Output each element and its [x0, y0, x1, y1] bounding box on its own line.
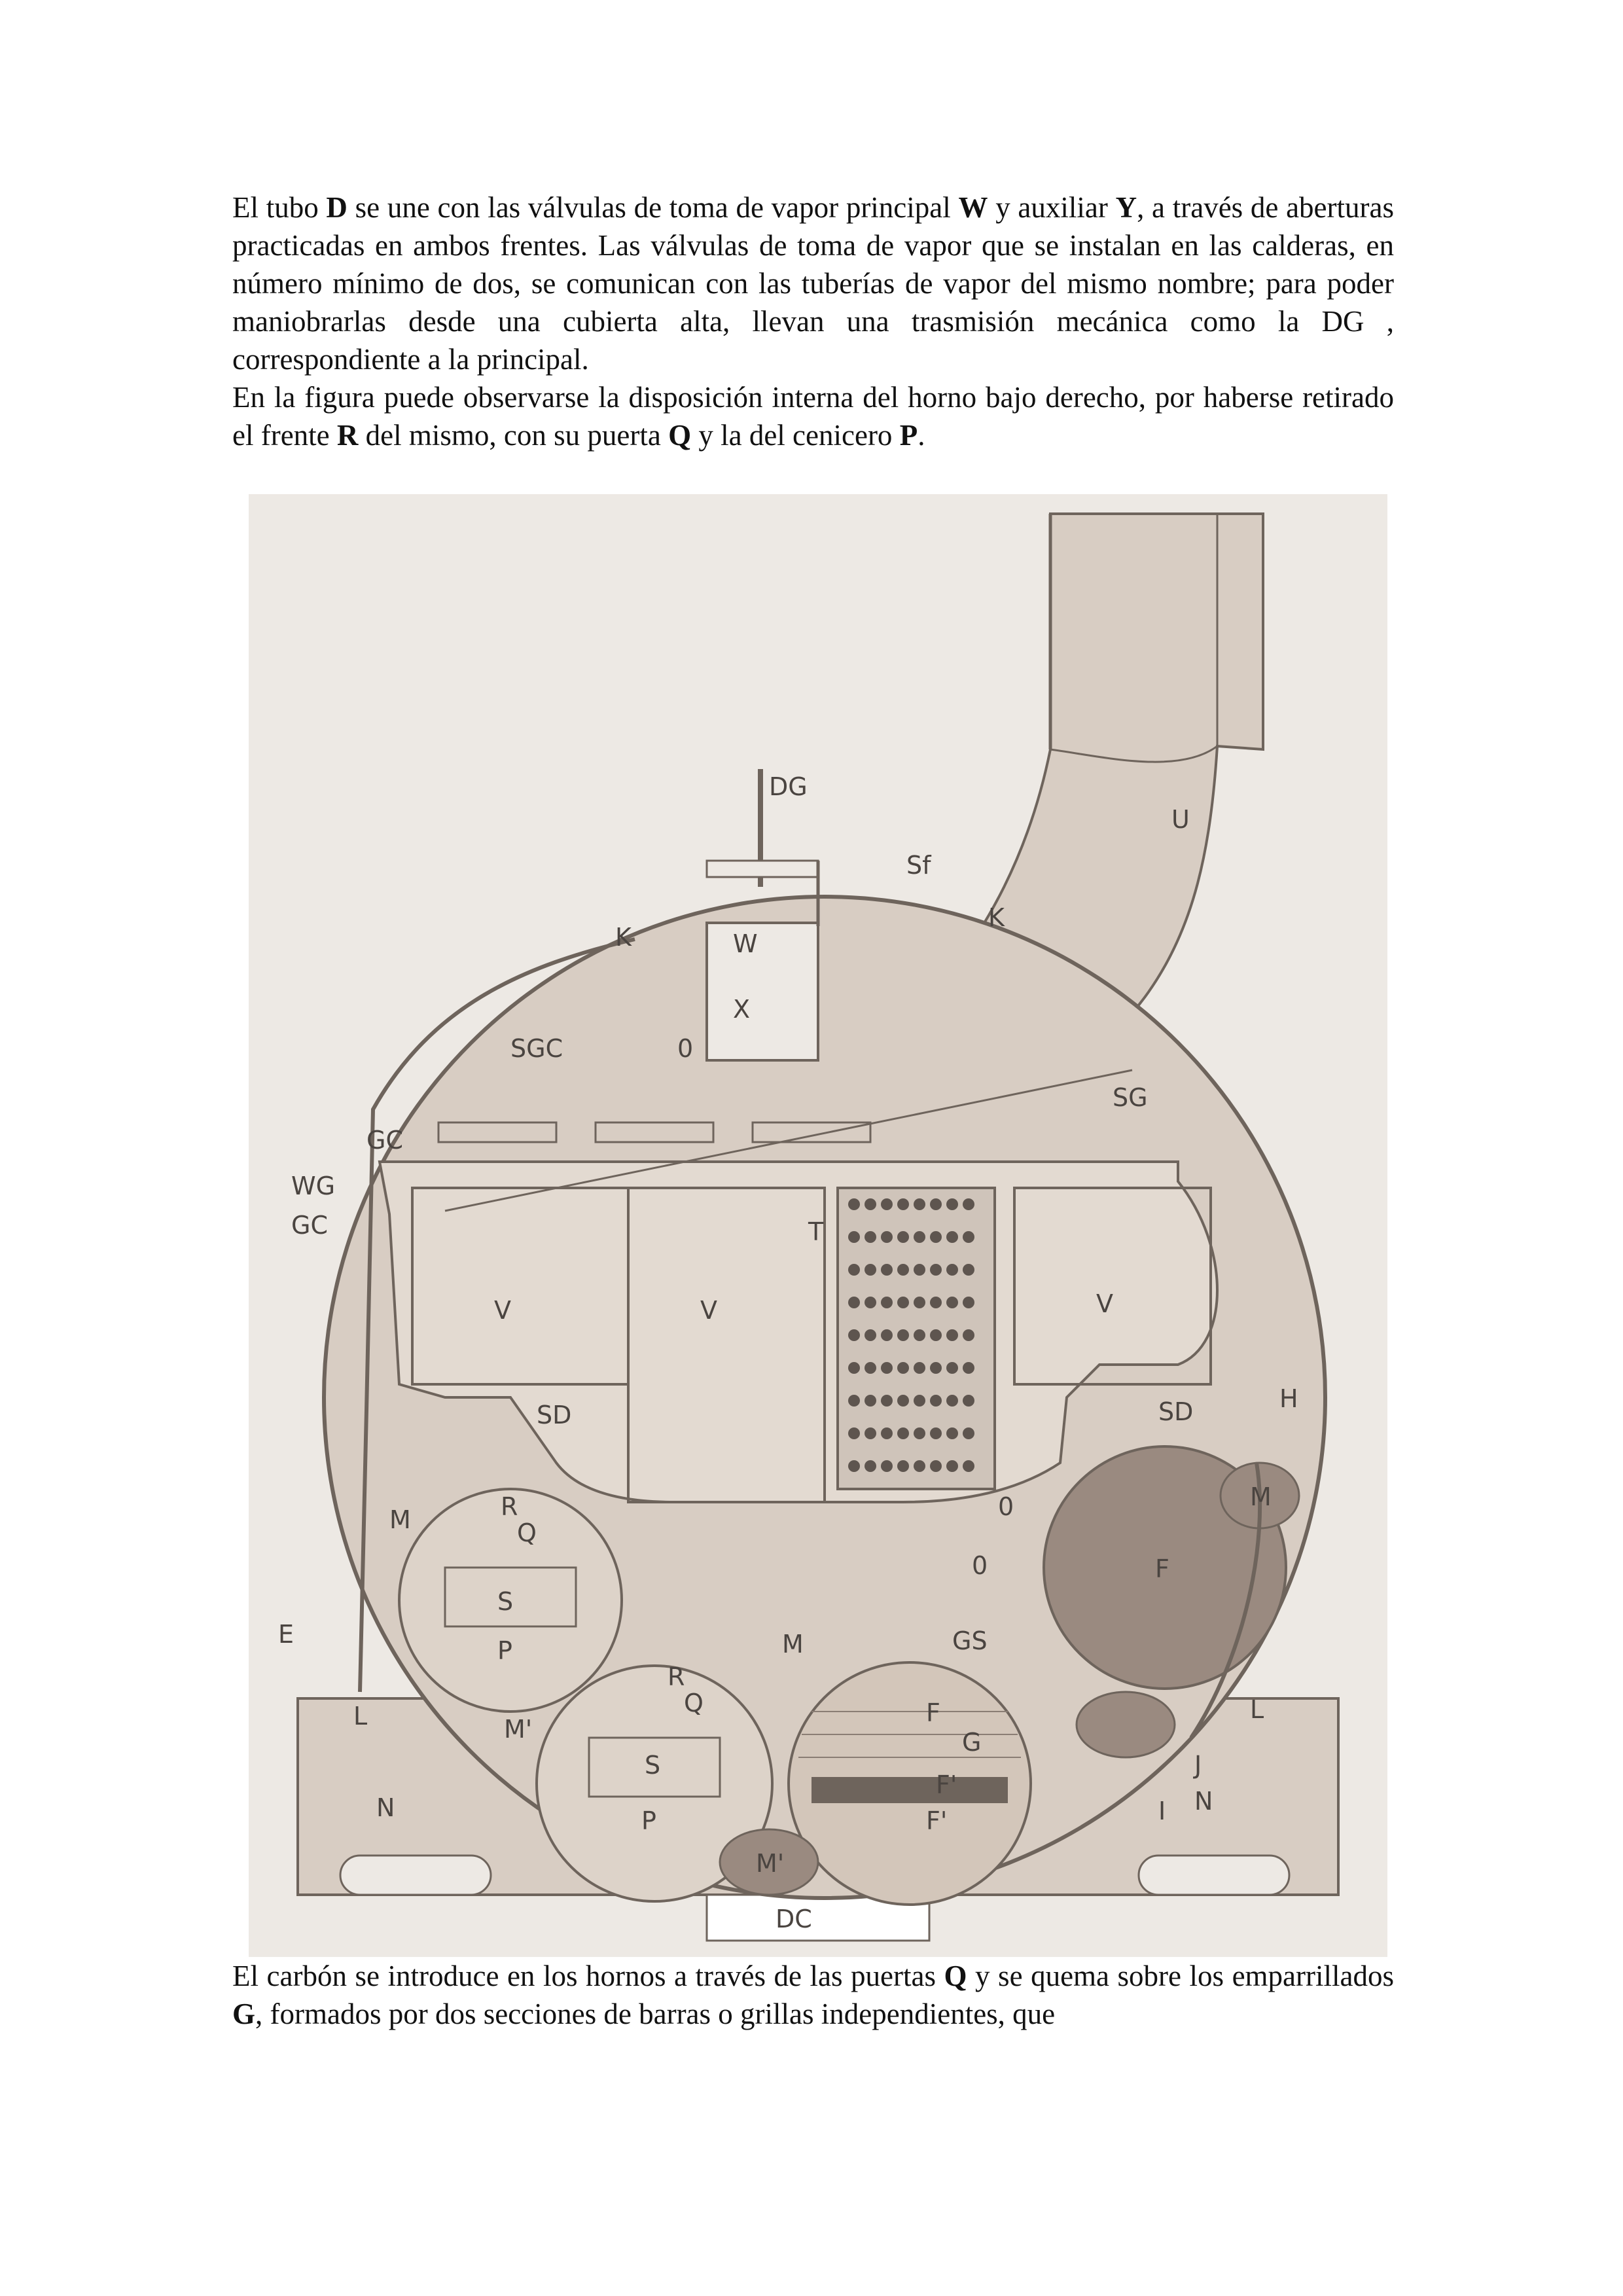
label-e: E: [278, 1620, 294, 1649]
text-run: , formados por dos secciones de barras o grillas independientes, que: [255, 1998, 1056, 2030]
label-h: H: [1279, 1384, 1298, 1413]
bold-term: P: [899, 419, 918, 452]
label-m-bottom: M': [756, 1849, 785, 1878]
label-t: T: [808, 1217, 824, 1246]
label-j: J: [1194, 1751, 1202, 1780]
label-dc: DC: [776, 1905, 812, 1933]
label-p-mid: P: [641, 1806, 656, 1835]
label-s-mid: S: [645, 1751, 661, 1780]
label-l-left: L: [353, 1702, 368, 1731]
label-x: X: [733, 995, 751, 1024]
label-r-left: R: [501, 1492, 518, 1521]
bold-term: R: [336, 419, 359, 452]
label-sd-left: SD: [537, 1401, 572, 1429]
bold-term: Y: [1115, 191, 1137, 224]
label-g: G: [962, 1728, 982, 1757]
label-r-mid: R: [668, 1662, 685, 1691]
bold-term: Q: [668, 419, 692, 452]
text-run: se une con las válvulas de toma de vapor principal: [347, 191, 959, 224]
label-l-right: L: [1250, 1695, 1264, 1724]
label-f-prime: F': [936, 1770, 957, 1799]
label-i: I: [1158, 1797, 1166, 1825]
bold-term: D: [326, 191, 348, 224]
text-run: , a través de aberturas practicadas en ambos frentes. Las válvulas de toma de vapor que se instalan en las calderas, en número mínimo de dos, se comunican con las tuberías de vapor del mismo nombre; para poder maniobrarlas desde una cubierta alta, llevan una trasmisión mecánica como la DG , correspondiente a la principal.: [232, 191, 1394, 376]
label-k-right: K: [988, 903, 1005, 932]
label-gc-top: GC: [366, 1126, 403, 1155]
grate: [812, 1777, 1008, 1803]
label-sg: SG: [1113, 1083, 1148, 1112]
label-n-left: N: [376, 1793, 395, 1822]
label-sd-right: SD: [1158, 1397, 1194, 1426]
label-u: U: [1171, 805, 1190, 834]
label-v-1: V: [494, 1296, 511, 1325]
bold-term: G: [232, 1998, 256, 2030]
text-run: y auxiliar: [988, 191, 1116, 224]
text-run: y la del cenicero: [691, 419, 900, 452]
label-f-mid: F: [926, 1698, 940, 1727]
label-v-2: V: [700, 1296, 717, 1325]
label-m-left: M: [389, 1505, 411, 1534]
bold-term: W: [958, 191, 988, 224]
paragraph-1: [232, 188, 1394, 454]
bold-term: Q: [944, 1960, 967, 1992]
base-slot-right: [1139, 1856, 1289, 1895]
label-n-right: N: [1194, 1787, 1213, 1816]
label-q-mid: Q: [684, 1689, 704, 1717]
paragraph-2: [232, 1957, 1394, 2033]
label-f-prime-2: F': [926, 1806, 948, 1835]
text-run: .: [918, 419, 925, 452]
text-run: y se quema sobre los emparrillados: [967, 1960, 1394, 1992]
label-o-3: 0: [972, 1551, 988, 1580]
label-k-left: K: [615, 923, 632, 952]
label-sf: Sf: [906, 851, 931, 880]
label-o-1: 0: [677, 1034, 694, 1063]
text-run: del mismo, con su puerta: [358, 419, 669, 452]
manhole-right-lower: [1077, 1692, 1175, 1757]
label-q-left: Q: [517, 1518, 537, 1547]
base-slot-left: [340, 1856, 491, 1895]
label-gs: GS: [952, 1626, 988, 1655]
valve-w: [707, 923, 818, 1060]
tube-plate: [838, 1188, 995, 1489]
label-o-2: 0: [998, 1492, 1014, 1521]
label-gc-bottom: GC: [291, 1211, 328, 1240]
text-run: El tubo: [232, 191, 327, 224]
label-sgc: SGC: [510, 1034, 563, 1063]
boiler-diagram: [249, 494, 1387, 1957]
label-dg: DG: [769, 772, 808, 801]
label-m-right: M: [1250, 1482, 1272, 1511]
label-m-mid: M: [782, 1630, 804, 1659]
boiler-figure: [249, 494, 1387, 1957]
label-s-left: S: [497, 1587, 514, 1616]
text-run: En la figura puede observarse la disposición interna del horno bajo derecho, por haberse retirado el frente: [232, 381, 1394, 452]
label-f-right: F: [1155, 1554, 1169, 1583]
label-w: W: [733, 929, 758, 958]
text-run: El carbón se introduce en los hornos a través de las puertas: [232, 1960, 944, 1992]
label-m-small: M': [504, 1715, 533, 1744]
label-v-3: V: [1096, 1289, 1113, 1318]
label-p-left: P: [497, 1636, 512, 1665]
label-wg: WG: [291, 1172, 336, 1200]
